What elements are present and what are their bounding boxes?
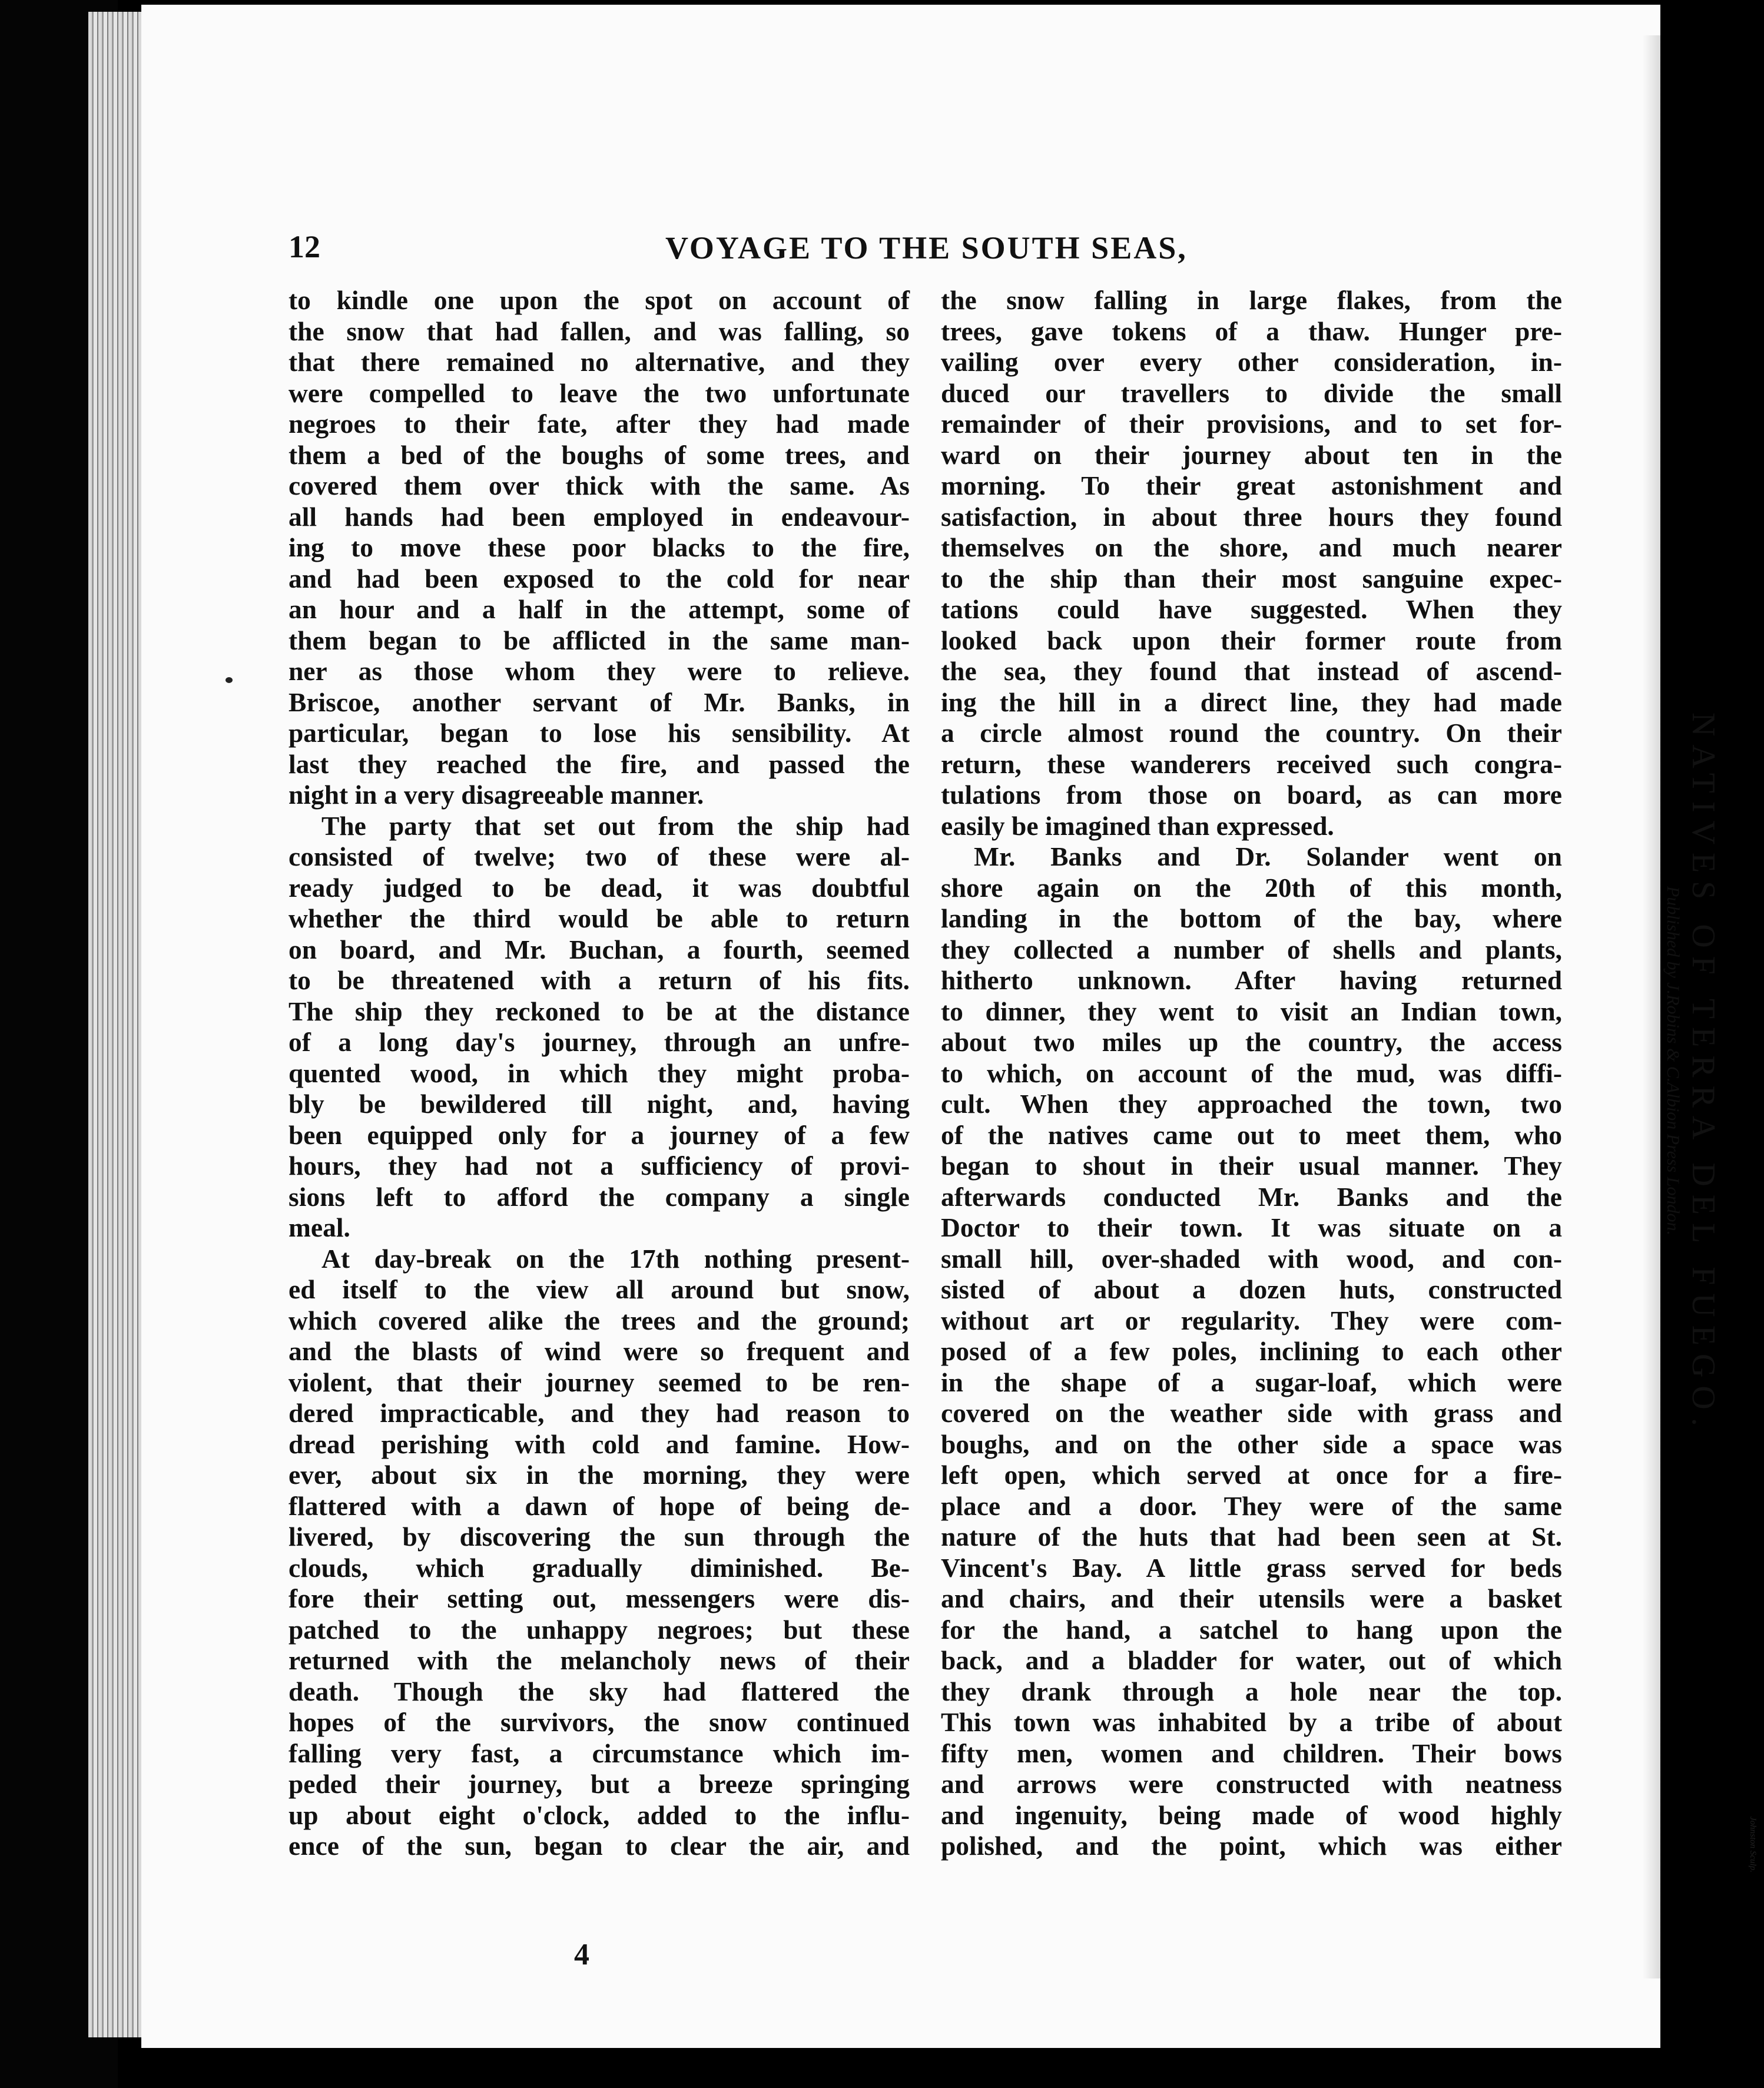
text-line: were compelled to leave the two unfortunate — [289, 377, 910, 408]
text-line: sisted of about a dozen huts, constructed — [941, 1274, 1562, 1304]
text-line: all hands had been employed in endeavour- — [289, 501, 910, 532]
text-line: up about eight o'clock, added to the influ- — [289, 1799, 910, 1830]
text-line: This town was inhabited by a tribe of about — [941, 1707, 1562, 1737]
running-title: VOYAGE TO THE SOUTH SEAS, — [665, 230, 1188, 266]
text-line: return, these wanderers received such congra- — [941, 748, 1562, 779]
text-line: a circle almost round the country. On their — [941, 718, 1562, 748]
text-line: last they reached the fire, and passed the — [289, 748, 910, 779]
text-line: for the hand, a satchel to hang upon the — [941, 1614, 1562, 1645]
plate-title: NATIVES OF TERRA DEL FUEGO. — [1685, 712, 1722, 1434]
text-line: peded their journey, but a breeze springing — [289, 1769, 910, 1799]
text-line: remainder of their provisions, and to set for- — [941, 409, 1562, 439]
text-line: dered impracticable, and they had reason to — [289, 1398, 910, 1428]
text-line: on board, and Mr. Buchan, a fourth, seemed — [289, 934, 910, 965]
text-line: ing to move these poor blacks to the fire, — [289, 532, 910, 562]
text-line: the sea, they found that instead of ascend- — [941, 656, 1562, 686]
text-line: Vincent's Bay. A little grass served for beds — [941, 1552, 1562, 1583]
text-line: and had been exposed to the cold for near — [289, 563, 910, 594]
text-line: At day-break on the 17th nothing present- — [321, 1243, 910, 1274]
text-line: fore their setting out, messengers were dis- — [289, 1583, 910, 1613]
text-line: ed itself to the view all around but snow, — [289, 1274, 910, 1304]
text-line: ence of the sun, began to clear the air, and — [289, 1831, 910, 1861]
text-line: an hour and a half in the attempt, some of — [289, 594, 910, 624]
text-line: vailing over every other consideration, in- — [941, 347, 1562, 377]
text-line: hopes of the survivors, the snow continued — [289, 1707, 910, 1737]
text-line: shore again on the 20th of this month, — [941, 872, 1562, 903]
text-line: easily be imagined than expressed. — [941, 810, 1334, 841]
text-line: left open, which served at once for a fire- — [941, 1460, 1562, 1490]
text-line: about two miles up the country, the access — [941, 1027, 1562, 1057]
text-line: consisted of twelve; two of these were al- — [289, 841, 910, 871]
text-line: place and a door. They were of the same — [941, 1490, 1562, 1521]
text-line: nature of the huts that had been seen at St. — [941, 1522, 1562, 1552]
text-line: meal. — [289, 1212, 350, 1242]
text-line: and the blasts of wind were so frequent and — [289, 1336, 910, 1366]
text-line: patched to the unhappy negroes; but these — [289, 1614, 910, 1645]
plate-engraver-credit: Johnston Sculp. — [1748, 1817, 1758, 1872]
text-line: trees, gave tokens of a thaw. Hunger pre- — [941, 316, 1562, 346]
book-page-edges — [88, 12, 144, 2037]
signature-mark: 4 — [574, 1938, 589, 1971]
text-line: negroes to their fate, after they had made — [289, 409, 910, 439]
text-line: began to shout in their usual manner. They — [941, 1151, 1562, 1181]
text-line: cult. When they approached the town, two — [941, 1089, 1562, 1119]
text-line: which covered alike the trees and the ground; — [289, 1305, 910, 1335]
text-line: night in a very disagreeable manner. — [289, 780, 704, 810]
text-line: of a long day's journey, through an unfre- — [289, 1027, 910, 1057]
text-line: looked back upon their former route from — [941, 625, 1562, 655]
text-line: particular, began to lose his sensibility. At — [289, 718, 910, 748]
text-line: dread perishing with cold and famine. How- — [289, 1429, 910, 1459]
text-line: they collected a number of shells and plants, — [941, 934, 1562, 965]
text-line: Mr. Banks and Dr. Solander went on — [974, 841, 1562, 871]
text-line: Doctor to their town. It was situate on a — [941, 1212, 1562, 1242]
text-line: to be threatened with a return of his fits. — [289, 965, 910, 995]
text-line: to dinner, they went to visit an Indian town, — [941, 996, 1562, 1026]
left-text-column — [289, 285, 910, 1862]
text-line: that there remained no alternative, and they — [289, 347, 910, 377]
text-line: small hill, over-shaded with wood, and con- — [941, 1243, 1562, 1274]
text-line: without art or regularity. They were com- — [941, 1305, 1562, 1335]
text-line: boughs, and on the other side a space was — [941, 1429, 1562, 1459]
page-header — [289, 228, 1560, 270]
text-line: bly be bewildered till night, and, having — [289, 1089, 910, 1119]
text-line: tulations from those on board, as can more — [941, 780, 1562, 810]
text-line: whether the third would be able to return — [289, 903, 910, 933]
text-line: fifty men, women and children. Their bows — [941, 1738, 1562, 1768]
text-line: hitherto unknown. After having returned — [941, 965, 1562, 995]
ink-spot — [226, 677, 233, 683]
text-line: sions left to afford the company a single — [289, 1181, 910, 1212]
text-line: them began to be afflicted in the same man- — [289, 625, 910, 655]
text-line: death. Though the sky had flattered the — [289, 1676, 910, 1706]
text-line: ward on their journey about ten in the — [941, 439, 1562, 470]
text-line: ner as those whom they were to relieve. — [289, 656, 910, 686]
text-line: The party that set out from the ship had — [321, 810, 910, 841]
text-line: and ingenuity, being made of wood highly — [941, 1799, 1562, 1830]
text-line: back, and a bladder for water, out of which — [941, 1645, 1562, 1675]
text-line: they drank through a hole near the top. — [941, 1676, 1562, 1706]
text-line: clouds, which gradually diminished. Be- — [289, 1552, 910, 1583]
text-line: afterwards conducted Mr. Banks and the — [941, 1181, 1562, 1212]
text-line: them a bed of the boughs of some trees, and — [289, 439, 910, 470]
text-line: in the shape of a sugar-loaf, which were — [941, 1367, 1562, 1397]
text-line: returned with the melancholy news of their — [289, 1645, 910, 1675]
text-line: The ship they reckoned to be at the distance — [289, 996, 910, 1026]
text-line: of the natives came out to meet them, who — [941, 1119, 1562, 1150]
text-line: and chairs, and their utensils were a basket — [941, 1583, 1562, 1613]
text-line: posed of a few poles, inclining to each other — [941, 1336, 1562, 1366]
text-line: ready judged to be dead, it was doubtful — [289, 872, 910, 903]
text-line: livered, by discovering the sun through the — [289, 1522, 910, 1552]
text-line: to the ship than their most sanguine expec- — [941, 563, 1562, 594]
text-line: polished, and the point, which was either — [941, 1831, 1562, 1861]
text-line: the snow falling in large flakes, from the — [941, 285, 1562, 315]
page-number: 12 — [289, 229, 320, 264]
text-line: ever, about six in the morning, they were — [289, 1460, 910, 1490]
text-line: been equipped only for a journey of a few — [289, 1119, 910, 1150]
plate-publisher-line: Published by J.Robins & C.Albion Press London. — [1663, 886, 1683, 1236]
text-line: ing the hill in a direct line, they had made — [941, 687, 1562, 717]
right-text-column — [941, 285, 1562, 1862]
text-line: tations could have suggested. When they — [941, 594, 1562, 624]
text-line: to which, on account of the mud, was diffi- — [941, 1058, 1562, 1088]
text-line: falling very fast, a circumstance which im- — [289, 1738, 910, 1768]
text-line: satisfaction, in about three hours they found — [941, 501, 1562, 532]
text-line: and arrows were constructed with neatness — [941, 1769, 1562, 1799]
text-line: landing in the bottom of the bay, where — [941, 903, 1562, 933]
text-line: the snow that had fallen, and was falling, so — [289, 316, 910, 346]
text-line: quented wood, in which they might proba- — [289, 1058, 910, 1088]
text-line: themselves on the shore, and much nearer — [941, 532, 1562, 562]
text-line: flattered with a dawn of hope of being de- — [289, 1490, 910, 1521]
text-line: morning. To their great astonishment and — [941, 470, 1562, 501]
text-line: duced our travellers to divide the small — [941, 377, 1562, 408]
text-line: Briscoe, another servant of Mr. Banks, in — [289, 687, 910, 717]
text-line: violent, that their journey seemed to be ren- — [289, 1367, 910, 1397]
text-line: to kindle one upon the spot on account of — [289, 285, 910, 315]
text-line: covered them over thick with the same. As — [289, 470, 910, 501]
text-line: covered on the weather side with grass and — [941, 1398, 1562, 1428]
text-line: hours, they had not a sufficiency of provi- — [289, 1151, 910, 1181]
